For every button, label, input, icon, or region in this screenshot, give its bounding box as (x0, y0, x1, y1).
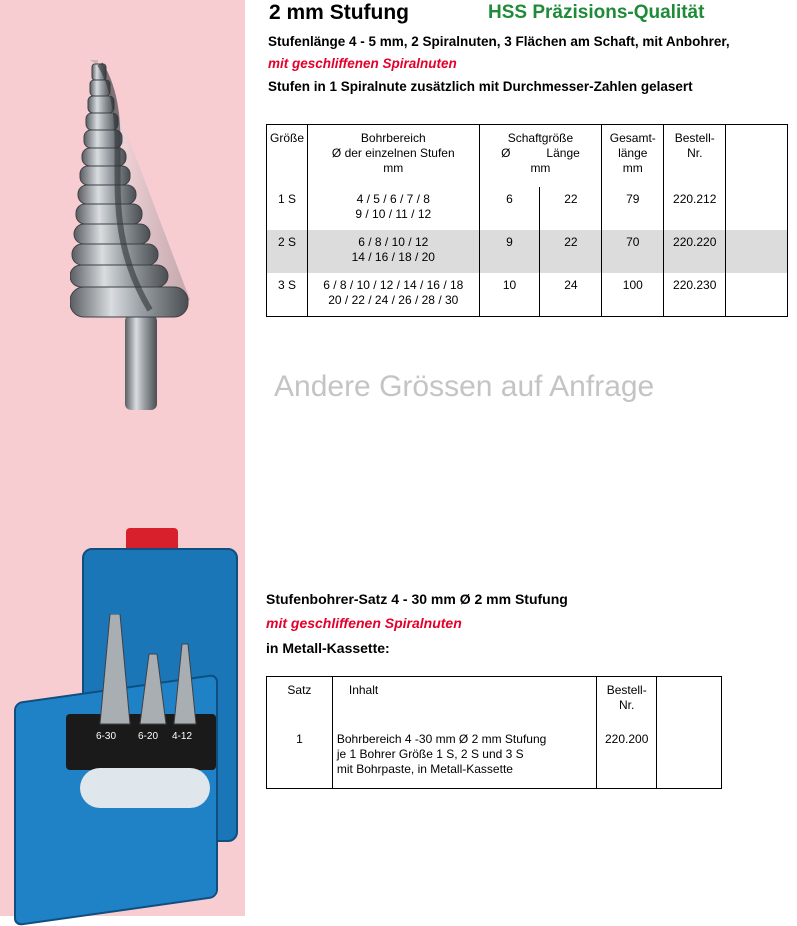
cell-shaft-diameter: 6 (479, 187, 540, 230)
feature-line-2: mit geschliffenen Spiralnuten (268, 56, 457, 71)
set-table (266, 676, 722, 789)
cell-range: 4 / 5 / 6 / 7 / 8 9 / 10 / 11 / 12 (308, 187, 480, 230)
size-table (266, 124, 788, 317)
cell-range: 6 / 8 / 10 / 12 14 / 16 / 18 / 20 (308, 230, 480, 273)
cell-order-number: 220.230 (664, 273, 726, 317)
cell-shaft-diameter: 10 (479, 273, 540, 317)
cell-size: 2 S (267, 230, 308, 273)
cell-range: 6 / 8 / 10 / 12 / 14 / 16 / 18 20 / 22 / 24 / 26 / 28 / 30 (308, 273, 480, 317)
cell-set: 1 (267, 727, 333, 789)
header-size: Größe (267, 125, 308, 188)
set-subtitle-red: mit geschliffenen Spiralnuten (266, 615, 462, 631)
set-subtitle: in Metall-Kassette: (266, 640, 390, 656)
drill-set-case-image (14, 528, 234, 908)
other-sizes-note: Andere Grössen auf Anfrage (274, 370, 655, 403)
header-empty (726, 125, 788, 188)
header-set: Satz (267, 677, 333, 728)
cell-size: 3 S (267, 273, 308, 317)
set-title: Stufenbohrer-Satz 4 - 30 mm Ø 2 mm Stufung (266, 591, 568, 607)
cell-order-number: 220.212 (664, 187, 726, 230)
header-shaft: Schaftgröße Ø Länge mm (479, 125, 602, 188)
table-row (267, 727, 722, 789)
feature-line-3: Stufen in 1 Spiralnute zusätzlich mit Durchmesser-Zahlen gelasert (268, 79, 693, 94)
header-content: Inhalt (332, 677, 596, 728)
header-range: Bohrbereich Ø der einzelnen Stufen mm (308, 125, 480, 188)
product-title: 2 mm Stufung (269, 1, 409, 24)
cell-shaft-length: 24 (540, 273, 602, 317)
cell-empty (657, 727, 722, 789)
feature-line-1: Stufenlänge 4 - 5 mm, 2 Spiralnuten, 3 Flächen am Schaft, mit Anbohrer, (268, 34, 730, 49)
cell-empty (726, 230, 788, 273)
cell-shaft-length: 22 (540, 230, 602, 273)
header-order-number: Bestell- Nr. (597, 677, 657, 728)
header-total-length: Gesamt- länge mm (602, 125, 664, 188)
cell-shaft-diameter: 9 (479, 230, 540, 273)
table-header-row (267, 125, 788, 188)
header-order-number: Bestell- Nr. (664, 125, 726, 188)
table-row (267, 273, 788, 317)
cell-total-length: 70 (602, 230, 664, 273)
table-row (267, 230, 788, 273)
cell-content: Bohrbereich 4 -30 mm Ø 2 mm Stufung je 1 Bohrer Größe 1 S, 2 S und 3 S mit Bohrpaste, in Metall-Kassette (332, 727, 596, 789)
cell-total-length: 100 (602, 273, 664, 317)
quality-label: HSS Präzisions-Qualität (488, 2, 705, 23)
cell-empty (726, 187, 788, 230)
cell-total-length: 79 (602, 187, 664, 230)
case-label-1: 6-30 (96, 731, 117, 742)
table-header-row (267, 677, 722, 728)
table-row (267, 187, 788, 230)
cell-shaft-length: 22 (540, 187, 602, 230)
cell-empty (726, 273, 788, 317)
header-empty (657, 677, 722, 728)
case-label-3: 4-12 (172, 731, 193, 742)
cell-order-number: 220.200 (597, 727, 657, 789)
cell-size: 1 S (267, 187, 308, 230)
step-drill-image (70, 60, 220, 420)
case-label-2: 6-20 (138, 731, 159, 742)
cell-order-number: 220.220 (664, 230, 726, 273)
